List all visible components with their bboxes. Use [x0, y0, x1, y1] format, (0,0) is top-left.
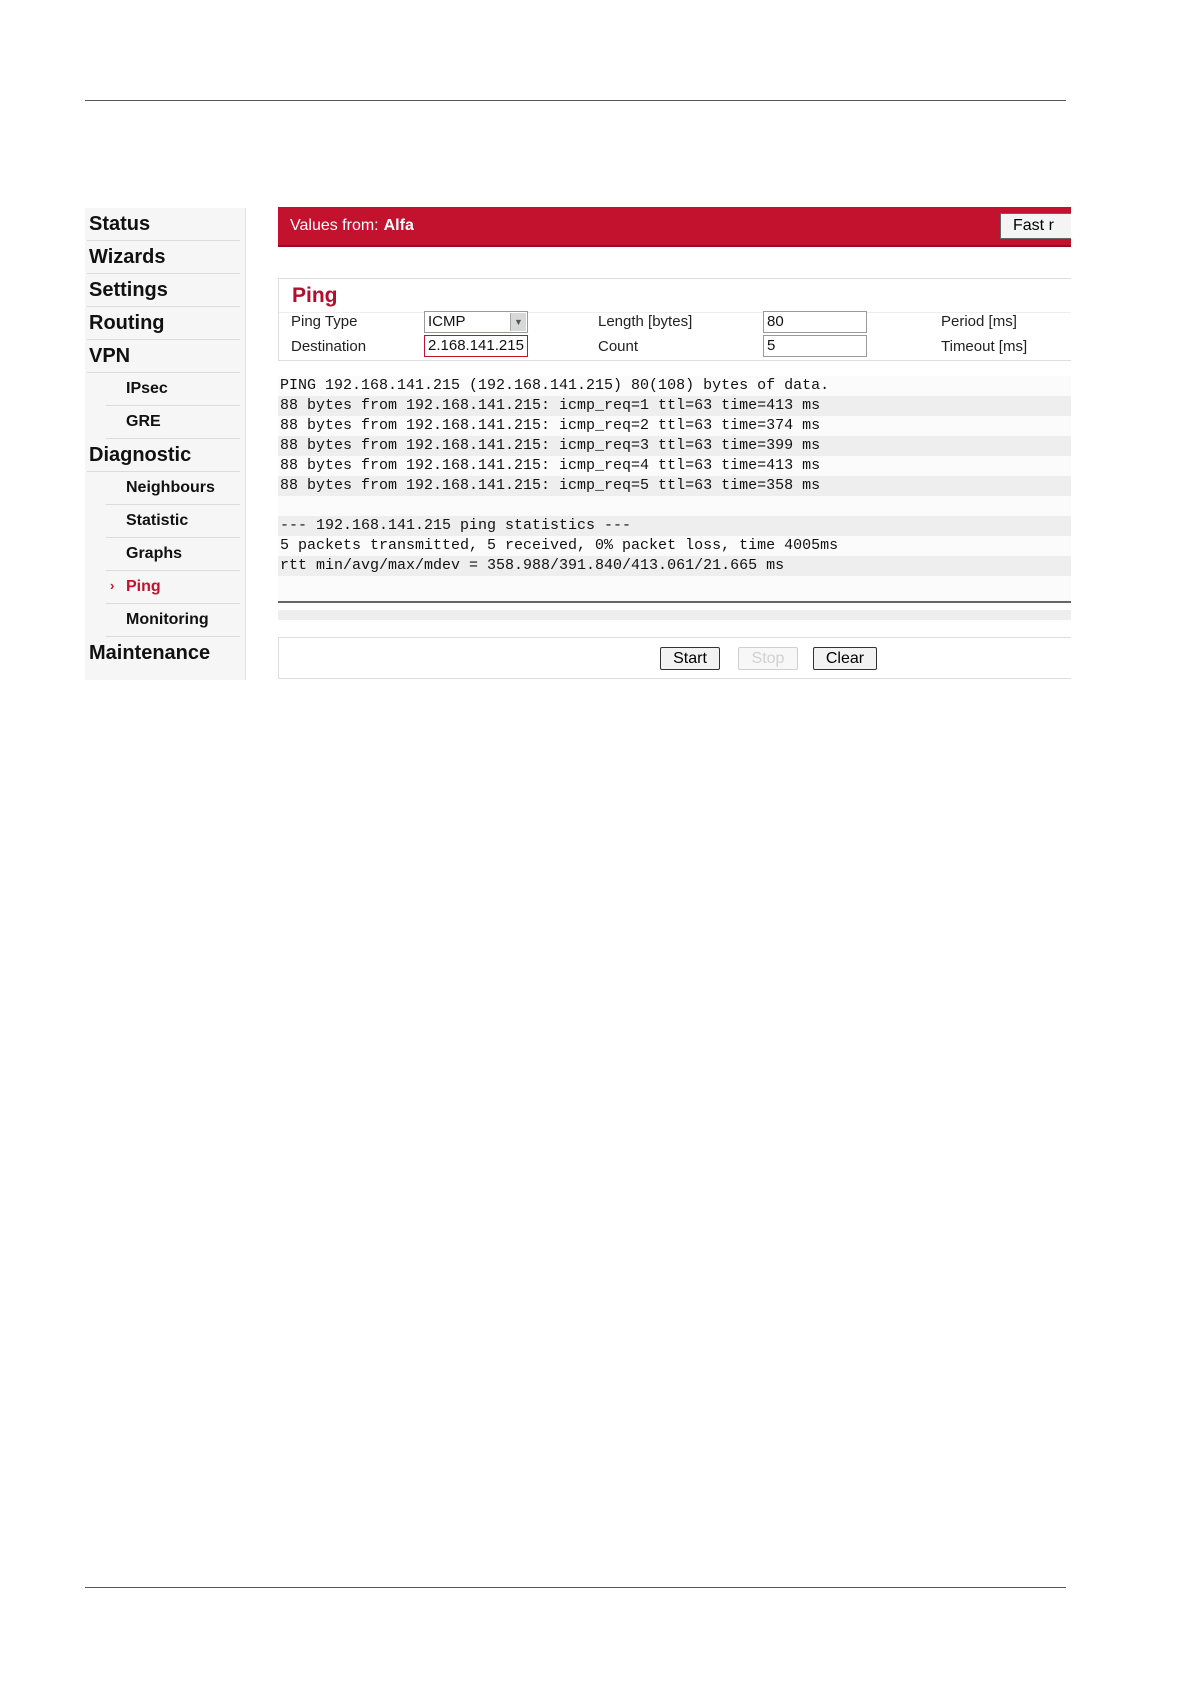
- sidebar-item-settings[interactable]: [87, 274, 240, 307]
- period-label: Period [ms]: [941, 313, 1017, 330]
- separator-strip: [278, 610, 1071, 620]
- count-input[interactable]: [763, 335, 867, 357]
- sidebar-item-label: Status: [89, 212, 151, 235]
- header-device-name: Alfa: [383, 217, 414, 234]
- output-line: 88 bytes from 192.168.141.215: icmp_req=3 ttl=63 time=399 ms: [278, 436, 1071, 456]
- sidebar-item-status[interactable]: [87, 208, 240, 241]
- sidebar-item-monitoring[interactable]: [106, 604, 240, 637]
- chevron-right-icon: ›: [110, 578, 115, 593]
- destination-label: Destination: [291, 338, 367, 355]
- sidebar-nav: [85, 208, 246, 680]
- length-input[interactable]: [763, 311, 867, 333]
- sidebar-item-diagnostic[interactable]: [87, 439, 240, 472]
- sidebar-item-label: Statistic: [126, 512, 189, 529]
- output-line: [278, 496, 1071, 516]
- timeout-label: Timeout [ms]: [941, 338, 1028, 355]
- action-button-bar: [278, 637, 1071, 679]
- sidebar-item-statistic[interactable]: [106, 505, 240, 538]
- sidebar-item-ping[interactable]: [106, 571, 240, 604]
- output-line: 88 bytes from 192.168.141.215: icmp_req=5 ttl=63 time=358 ms: [278, 476, 1071, 496]
- sidebar-item-wizards[interactable]: [87, 241, 240, 274]
- clear-button[interactable]: Clear: [813, 647, 877, 670]
- sidebar-item-neighbours[interactable]: [106, 472, 240, 505]
- output-line: 88 bytes from 192.168.141.215: icmp_req=2 ttl=63 time=374 ms: [280, 417, 821, 434]
- sidebar-item-maintenance[interactable]: [87, 637, 240, 670]
- sidebar-item-gre[interactable]: [106, 406, 240, 439]
- output-line: 88 bytes from 192.168.141.215: icmp_req=4 ttl=63 time=413 ms: [280, 457, 821, 474]
- ping-type-value: ICMP: [428, 313, 466, 330]
- length-label: Length [bytes]: [598, 313, 693, 330]
- length-value: 80: [767, 313, 784, 330]
- fast-refresh-button[interactable]: Fast r: [1000, 213, 1071, 239]
- count-label: Count: [598, 338, 639, 355]
- sidebar-item-label: Wizards: [89, 245, 166, 268]
- ping-output-console: [278, 376, 1071, 603]
- sidebar-item-vpn[interactable]: [87, 340, 240, 373]
- start-button[interactable]: Start: [660, 647, 720, 670]
- output-line: --- 192.168.141.215 ping statistics ---: [278, 516, 1071, 536]
- sidebar-item-label: Neighbours: [126, 479, 215, 496]
- chevron-down-icon[interactable]: ▼: [510, 313, 526, 331]
- sidebar-item-label: Ping: [126, 578, 161, 595]
- header-label: Values from:: [290, 217, 379, 234]
- sidebar-item-routing[interactable]: [87, 307, 240, 340]
- sidebar-item-label: Graphs: [126, 545, 183, 562]
- destination-input[interactable]: [424, 335, 528, 357]
- sidebar-item-label: Diagnostic: [89, 443, 192, 466]
- sidebar-item-label: GRE: [126, 413, 161, 430]
- sidebar-item-label: VPN: [89, 344, 131, 367]
- ping-type-label: Ping Type: [291, 313, 358, 330]
- ping-form-panel: [278, 278, 1071, 361]
- page-bottom-rule: [85, 1587, 1066, 1588]
- stop-button[interactable]: Stop: [738, 647, 798, 670]
- sidebar-item-label: Maintenance: [89, 642, 211, 664]
- sidebar-item-label: IPsec: [126, 380, 168, 397]
- page-top-rule: [85, 100, 1066, 101]
- output-line: PING 192.168.141.215 (192.168.141.215) 80(108) bytes of data.: [280, 377, 830, 394]
- sidebar-item-label: Settings: [89, 278, 168, 301]
- output-line: 5 packets transmitted, 5 received, 0% packet loss, time 4005ms: [280, 537, 839, 554]
- sidebar-item-label: Monitoring: [126, 611, 209, 628]
- panel-title: Ping: [292, 284, 338, 307]
- sidebar-item-graphs[interactable]: [106, 538, 240, 571]
- sidebar-item-ipsec[interactable]: [106, 373, 240, 406]
- destination-value: 2.168.141.215: [428, 337, 524, 354]
- sidebar-item-label: Routing: [89, 311, 165, 334]
- ping-type-select[interactable]: [424, 311, 528, 333]
- output-line: 88 bytes from 192.168.141.215: icmp_req=1 ttl=63 time=413 ms: [278, 396, 1071, 416]
- router-web-ui-screenshot: [85, 205, 1071, 685]
- output-line: rtt min/avg/max/mdev = 358.988/391.840/413.061/21.665 ms: [278, 556, 1071, 576]
- values-from-header: [278, 207, 1071, 247]
- count-value: 5: [767, 337, 776, 354]
